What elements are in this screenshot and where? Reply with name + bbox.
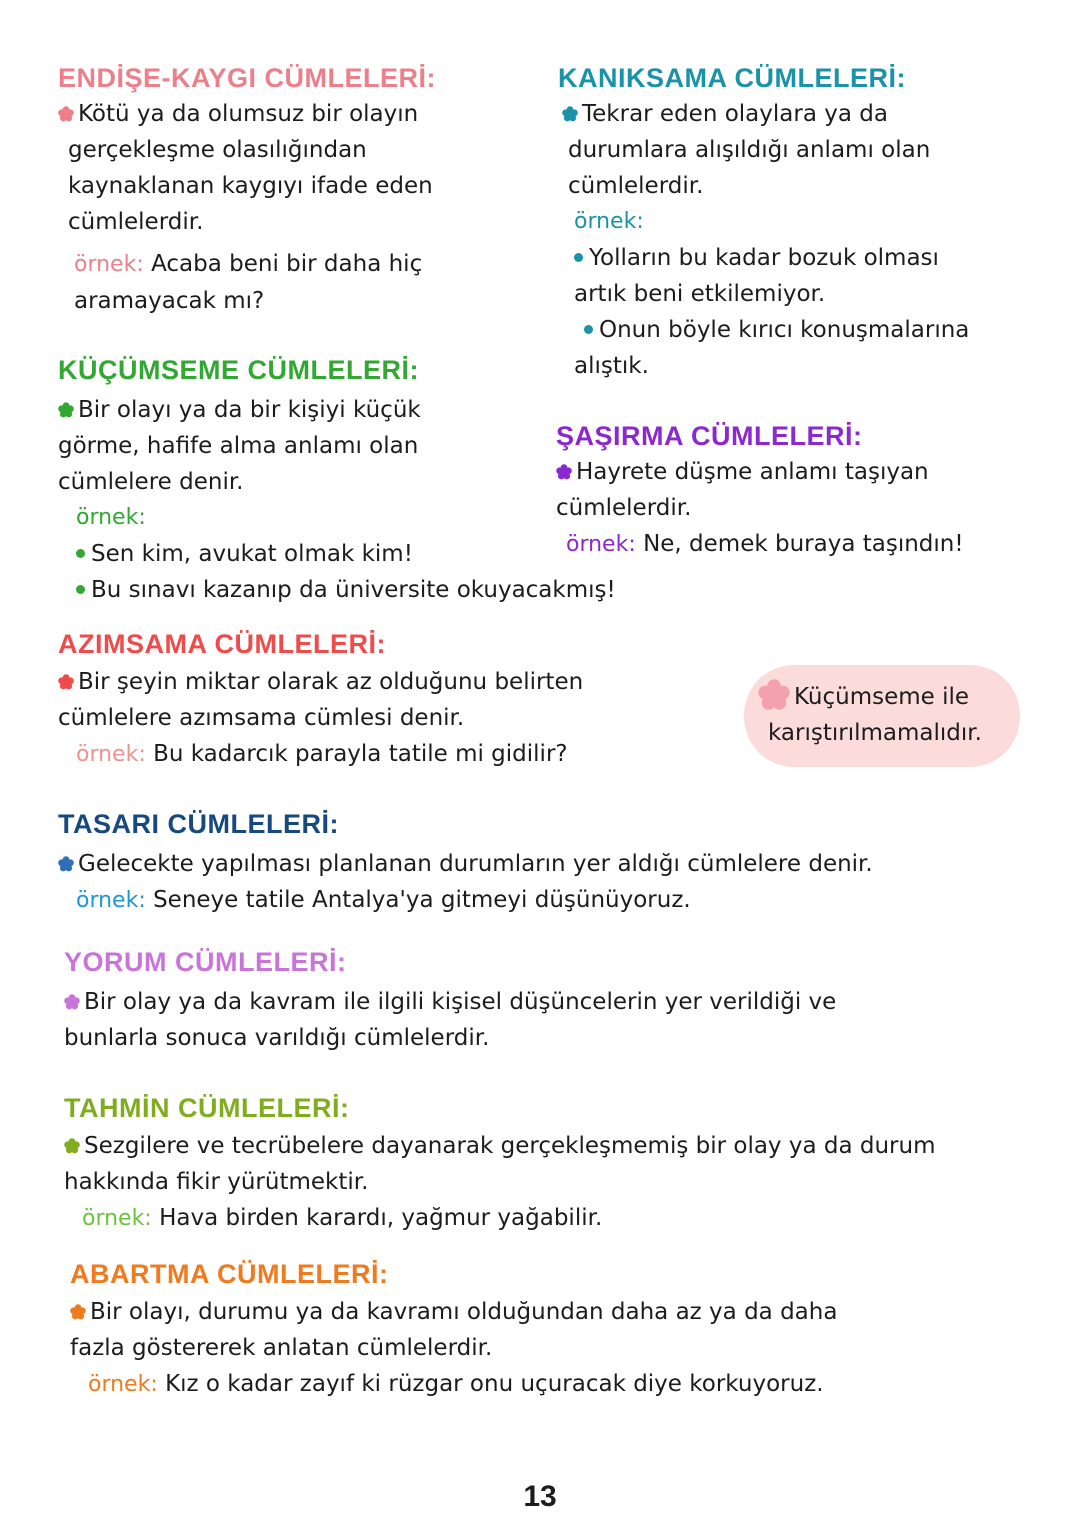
definition-line: kaynaklanan kaygıyı ifade eden [68,173,433,199]
example-label: örnek: [566,532,636,557]
example-line: örnek: Seneye tatile Antalya'ya gitmeyi düşünüyoruz. [76,887,691,913]
definition-line: bunlarla sonuca varıldığı cümlelerdir. [64,1025,490,1051]
definition-line: gerçekleşme olasılığından [68,137,367,163]
section-title-kaniksama: KANIKSAMA CÜMLELERİ: [558,63,906,93]
example-line: örnek: Acaba beni bir daha hiç [74,251,423,277]
definition-line: hakkında fikir yürütmektir. [64,1169,369,1195]
definition-line: Hayrete düşme anlamı taşıyan [556,454,964,490]
example-line: örnek: Ne, demek buraya taşındın! [566,531,964,557]
example-item: Sen kim, avukat olmak kim! [58,536,616,572]
definition-line: Kötü ya da olumsuz bir olayın [58,96,436,132]
flower-bullet-icon [70,1304,86,1320]
section-title-tasari: TASARI CÜMLELERİ: [58,809,339,839]
flower-bullet-icon [58,402,74,418]
section-sasirma [556,418,964,563]
section-endise-kaygi [58,60,436,319]
example-line: örnek: Bu kadarcık parayla tatile mi gidilir? [76,741,568,767]
bullet-dot-icon [584,325,593,334]
example-label: örnek: [76,742,146,767]
definition-line: cümlelerdir. [68,209,204,235]
example-label: örnek: [76,888,146,913]
flower-bullet-icon [64,994,80,1010]
flower-bullet-icon [556,464,572,480]
section-title-kucumseme: KÜÇÜMSEME CÜMLELERİ: [58,355,419,385]
example-label: örnek: [574,209,644,234]
flower-bullet-icon [58,856,74,872]
example-line: örnek: Kız o kadar zayıf ki rüzgar onu uçuracak diye korkuyoruz. [88,1371,824,1397]
section-title-azimsama: AZIMSAMA CÜMLELERİ: [58,629,386,659]
flower-bullet-icon [562,106,578,122]
definition-line: Gelecekte yapılması planlanan durumların yer aldığı cümlelere denir. [58,846,873,882]
section-tasari [58,806,873,919]
example-item: Onun böyle kırıcı konuşmalarına [558,312,969,348]
definition-line: cümlelere denir. [58,469,244,495]
example-label: örnek: [76,505,146,530]
section-kaniksama [558,60,969,384]
example-label: örnek: [88,1372,158,1397]
definition-line: Tekrar eden olaylara ya da [558,96,969,132]
bullet-dot-icon [76,549,85,558]
section-title-abartma: ABARTMA CÜMLELERİ: [70,1259,389,1289]
definition-line: Bir şeyin miktar olarak az olduğunu belirten [58,664,583,700]
example-item: Yolların bu kadar bozuk olması [558,240,969,276]
flower-bullet-icon [64,1138,80,1154]
definition-line: görme, hafife alma anlamı olan [58,433,419,459]
example-item: artık beni etkilemiyor. [574,281,826,307]
section-tahmin [64,1090,936,1237]
example-label: örnek: [74,252,144,277]
section-title-yorum: YORUM CÜMLELERİ: [64,947,347,977]
example-item: Bu sınavı kazanıp da üniversite okuyacakmış! [58,572,616,608]
definition-line: Bir olayı ya da bir kişiyi küçük [58,392,616,428]
example-line: örnek: Hava birden karardı, yağmur yağabilir. [82,1205,603,1231]
note-bubble [744,665,1020,767]
definition-line: Sezgilere ve tecrübelere dayanarak gerçekleşmemiş bir olay ya da durum [64,1128,936,1164]
section-title-endise: ENDİŞE-KAYGI CÜMLELERİ: [58,63,437,93]
definition-line: Bir olayı, durumu ya da kavramı olduğundan daha az ya da daha [70,1294,837,1330]
flower-bullet-icon [58,674,74,690]
definition-line: fazla göstererek anlatan cümlelerdir. [70,1335,493,1361]
example-item: alıştık. [574,353,649,379]
bullet-dot-icon [76,585,85,594]
section-kucumseme [58,352,616,608]
section-title-sasirma: ŞAŞIRMA CÜMLELERİ: [556,421,863,451]
definition-line: cümlelere azımsama cümlesi denir. [58,705,465,731]
section-title-tahmin: TAHMİN CÜMLELERİ: [64,1093,350,1123]
example-line: aramayacak mı? [74,288,265,314]
page-number: 13 [523,1480,557,1513]
definition-line: Bir olay ya da kavram ile ilgili kişisel düşüncelerin yer verildiği ve [64,984,836,1020]
section-abartma [70,1256,837,1403]
flower-bullet-icon [58,106,74,122]
definition-line: cümlelerdir. [556,495,692,521]
note-line: karıştırılmamalıdır. [768,720,982,746]
note-line: Küçümseme ile [794,684,970,710]
definition-line: durumlara alışıldığı anlamı olan [568,137,931,163]
section-azimsama [58,626,583,773]
definition-line: cümlelerdir. [568,173,704,199]
example-label: örnek: [82,1206,152,1231]
section-yorum [64,944,836,1056]
bullet-dot-icon [574,253,583,262]
